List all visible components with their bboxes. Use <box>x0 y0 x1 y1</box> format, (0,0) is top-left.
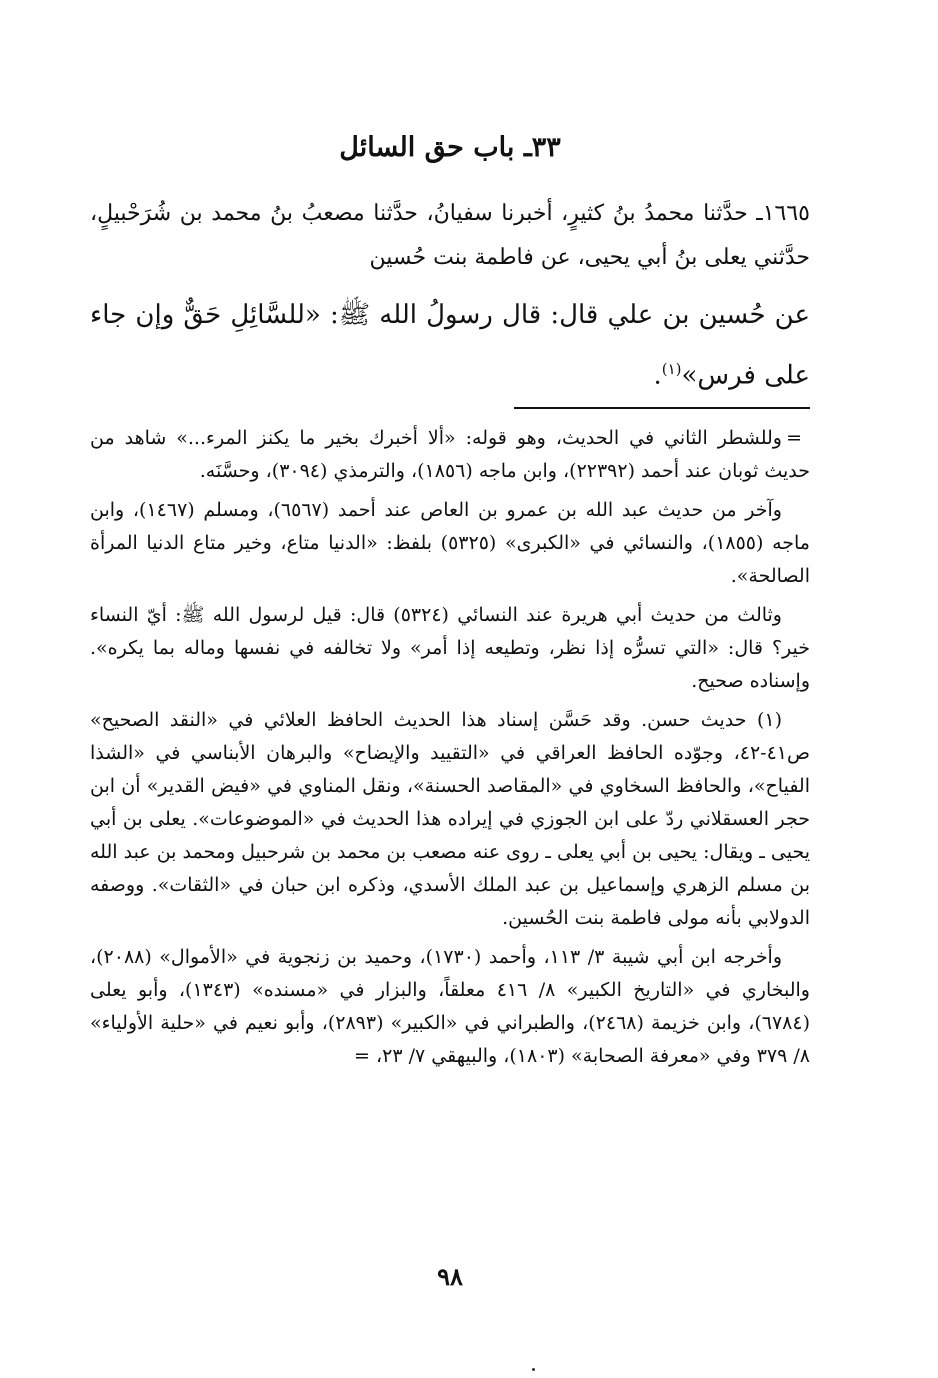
footnote-reference: (١) <box>661 360 682 378</box>
footnote-paragraph <box>90 422 810 488</box>
footnote-paragraph: (١) حديث حسن. وقد حَسَّن إسناد هذا الحديث الحافظ العلائي في «النقد الصحيح» ص٤١-٤٢، وجوّده الحافظ العراقي في «التقييد والإيضاح» والبرهان الأبناسي في «الشذا الفياح»، والحافظ السخاوي في «المقاصد الحسنة»، ونقل المناوي في «فيض القدير» أن ابن حجر العسقلاني ردّ على ابن الجوزي في إيراده هذا الحديث في «الموضوعات». يعلى بن أبي يحيى ـ ويقال: يحيى بن أبي يعلى ـ روى عنه مصعب بن محمد بن شرحبيل ومحمد بن عبد الله بن مسلم الزهري وإسماعيل بن عبد الملك الأسدي، وذكره ابن حبان في «الثقات». ووصفه الدولابي بأنه مولى فاطمة بنت الحُسين. <box>90 709 810 929</box>
footnote-text: وللشطر الثاني في الحديث، وهو قوله: «ألا أخبرك بخير ما يكنز المرء...» شاهد من حديث ثوبان عند أحمد (٢٢٣٩٢)، وابن ماجه (١٨٥٦)، والترمذي (٣٠٩٤)، وحسَّنَه. <box>90 427 810 482</box>
page-number: ٩٨ <box>437 1262 463 1291</box>
footnote-paragraph: وآخر من حديث عبد الله بن عمرو بن العاص عند أحمد (٦٥٦٧)، ومسلم (١٤٦٧)، وابن ماجه (١٨٥٥)، والنسائي في «الكبرى» (٥٣٢٥) بلفظ: «الدنيا متاع، وخير متاع الدنيا المرأة الصالحة». <box>90 499 810 587</box>
book-page <box>90 0 810 1378</box>
footnote-paragraph: وثالث من حديث أبي هريرة عند النسائي (٥٣٢٤) قال: قيل لرسول الله ﷺ: أيّ النساء خير؟ قال: «التي تسرُّه إذا نظر، وتطيعه إذا أمر» ولا تخالفه في نفسها وماله بما يكره». وإسناده صحيح. <box>90 604 810 692</box>
hadith-isnad: ١٦٦٥ـ حدَّثنا محمدُ بنُ كثيرٍ، أخبرنا سفيانُ، حدَّثنا مصعبُ بنُ محمد بن شُرَحْبيلٍ، حدَّثني يعلى بنُ أبي يحيى، عن فاطمة بنت حُسين <box>90 201 810 270</box>
scan-speck <box>532 1368 535 1371</box>
hadith-end-mark: . <box>653 360 662 391</box>
hadith-matn-text: عن حُسين بن علي قال: قال رسولُ الله ﷺ: «للسَّائِلِ حَقٌّ وإن جاء على فرس» <box>90 300 810 391</box>
chapter-title: ٣٣ـ باب حق السائل <box>339 132 561 163</box>
footnote-paragraph: وأخرجه ابن أبي شيبة ٣/ ١١٣، وأحمد (١٧٣٠)، وحميد بن زنجوية في «الأموال» (٢٠٨٨)، والبخاري في «التاريخ الكبير» ٨/ ٤١٦ معلقاً، والبزار في «مسنده» (١٣٤٣)، وأبو يعلى (٦٧٨٤)، وابن خزيمة (٢٤٦٨)، والطبراني في «الكبير» (٢٨٩٣)، وأبو نعيم في «حلية الأولياء» ٨/ ٣٧٩ وفي «معرفة الصحابة» (١٨٠٣)، والبيهقي ٧/ ٢٣، = <box>90 946 810 1067</box>
continuation-mark: = <box>786 427 802 449</box>
hadith-matn <box>90 288 810 403</box>
footnotes-section <box>90 422 810 1079</box>
footnote-separator <box>514 407 810 409</box>
